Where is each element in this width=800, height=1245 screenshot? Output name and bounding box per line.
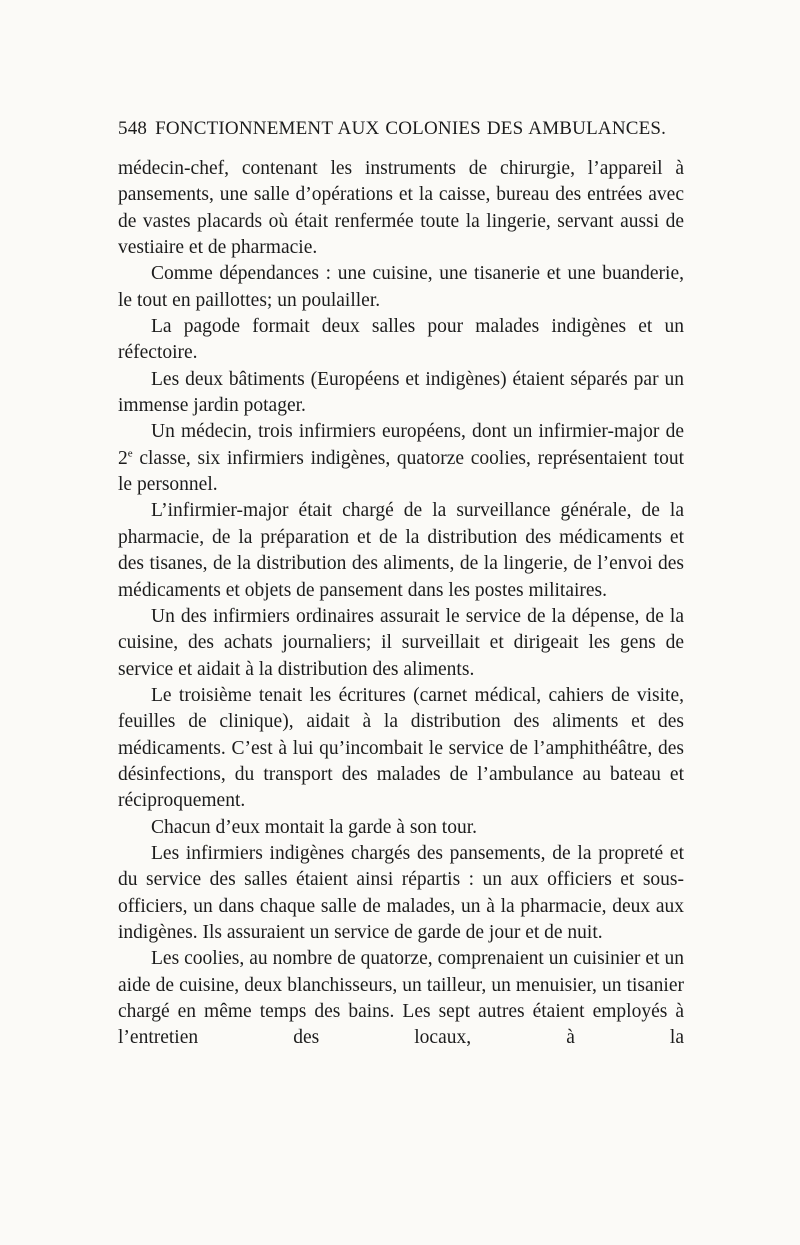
running-title: FONCTIONNEMENT AUX COLONIES DES AMBULANCES. [155,118,667,139]
paragraph-dependances: Comme dépendances : une cuisine, une tisanerie et une buanderie, le tout en paillottes; un poulailler. [118,263,684,311]
page-number: 548 [118,118,148,139]
book-page [118,116,684,1052]
paragraph-continuation: médecin-chef, contenant les instruments de chirurgie, l’appareil à pansements, une salle d’opérations et la caisse, bureau des entrées avec de vastes placards où était renfermée toute la lingerie, servant aussi de vestiaire et de pharmacie. [118,158,684,259]
personnel-text-start: Un médecin, trois infirmiers européens, dont un infirmier-major de 2 [118,421,684,469]
paragraph-pagode: La pagode formait deux salles pour malades indigènes et un réfectoire. [118,316,684,364]
body-text [118,156,684,1052]
paragraph-garde: Chacun d’eux montait la garde à son tour. [151,816,477,838]
paragraph-coolies: Les coolies, au nombre de quatorze, comprenaient un cuisinier et un aide de cuisine, deux blanchisseurs, un tailleur, un menuisier, un tisanier chargé en même temps des bains. Les sept autres étaient employés à l’entretien des locaux, à la [118,948,684,1049]
paragraph-infirmier-major: L’infirmier-major était chargé de la surveillance générale, de la pharmacie, de la préparation et de la distribution des médicaments et des tisanes, de la distribution des aliments, de la lingerie, de l’envoi des médicaments et objets de pansement dans les postes militaires. [118,500,684,601]
ordinal-superscript: e [127,447,133,460]
paragraph-infirmiers-indigenes: Les infirmiers indigènes chargés des pansements, de la propreté et du service des salles étaient ainsi répartis : un aux officiers et sous-officiers, un dans chaque salle de malades, un à la pharmacie, deux aux indigènes. Ils assuraient un service de garde de jour et de nuit. [118,842,684,943]
personnel-text-end: classe, six infirmiers indigènes, quatorze coolies, représentaient tout le personnel. [118,447,684,496]
paragraph-batiments: Les deux bâtiments (Européens et indigènes) étaient séparés par un immense jardin potager. [118,368,684,417]
paragraph-infirmier-depense: Un des infirmiers ordinaires assurait le service de la dépense, de la cuisine, des achats journaliers; il surveillait et dirigeait les gens de service et aidait à la distribution des aliments. [118,605,684,680]
paragraph-personnel [118,419,684,498]
running-head [118,116,684,156]
paragraph-troisieme: Le troisième tenait les écritures (carnet médical, cahiers de visite, feuilles de clinique), aidait à la distribution des aliments et des médicaments. C’est à lui qu’incombait le service de l’amphithéâtre, des désinfections, du transport des malades de l’ambulance au bateau et réciproquement. [118,684,684,812]
